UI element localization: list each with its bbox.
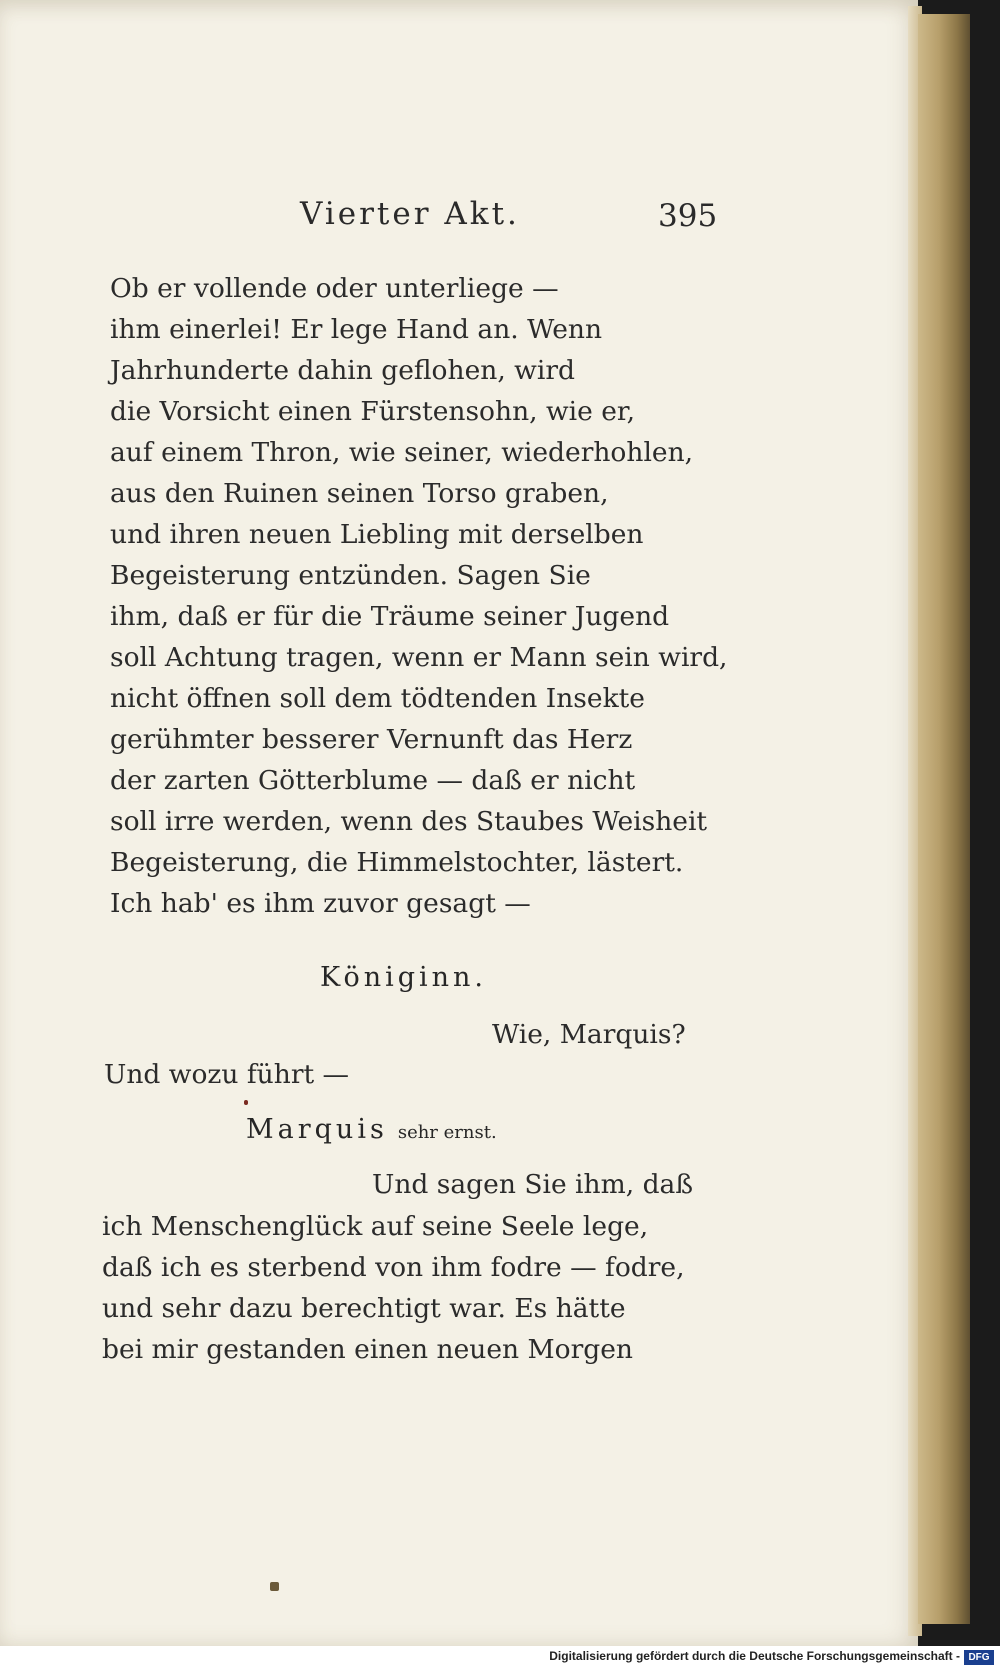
verse-line: und sehr dazu berechtigt war. Es hätte — [102, 1293, 626, 1324]
running-title: Vierter Akt. — [300, 196, 520, 232]
footer-credit: Digitalisierung gefördert durch die Deutsche Forschungsgemeinschaft - — [549, 1649, 960, 1663]
verse-line: und ihren neuen Liebling mit derselben — [110, 519, 644, 550]
verse-passage-2 — [102, 1206, 722, 1370]
verse-line: daß ich es sterbend von ihm fodre — fodre, — [102, 1252, 685, 1283]
verse-line: Ob er vollende oder unterliege — — [110, 273, 559, 304]
verse-line: nicht öffnen soll dem tödtenden Insekte — [110, 683, 645, 714]
verse-line: der zarten Götterblume — daß er nicht — [110, 765, 636, 796]
verse-line-queen-2: Und wozu führt — — [104, 1059, 350, 1090]
stage-direction: sehr ernst. — [397, 1122, 497, 1143]
verse-line: gerühmter besserer Vernunft das Herz — [110, 724, 633, 755]
verse-line: Begeisterung entzünden. Sagen Sie — [110, 560, 591, 591]
page-number: 395 — [658, 198, 718, 234]
verse-line: ihm, daß er für die Träume seiner Jugend — [110, 601, 670, 632]
verse-line: Ich hab' es ihm zuvor gesagt — — [110, 888, 531, 919]
verse-line: ihm einerlei! Er lege Hand an. Wenn — [110, 314, 603, 345]
speaker-name-marquis — [246, 1114, 497, 1145]
dfg-logo: DFG — [964, 1650, 994, 1665]
verse-passage-1 — [110, 268, 728, 924]
book-page-edge — [918, 14, 970, 1624]
verse-line: Jahrhunderte dahin geflohen, wird — [110, 355, 575, 386]
verse-line: die Vorsicht einen Fürstensohn, wie er, — [110, 396, 636, 427]
speaker-name-queen: Königinn. — [320, 962, 488, 993]
ink-speck — [244, 1100, 248, 1105]
verse-line-marquis-1: Und sagen Sie ihm, daß — [372, 1169, 694, 1200]
verse-line: Begeisterung, die Himmelstochter, lästert. — [110, 847, 684, 878]
footer-bar — [0, 1646, 1000, 1670]
running-head — [0, 196, 918, 246]
verse-line: bei mir gestanden einen neuen Morgen — [102, 1334, 633, 1365]
verse-line: soll Achtung tragen, wenn er Mann sein wird, — [110, 642, 728, 673]
verse-line: aus den Ruinen seinen Torso graben, — [110, 478, 609, 509]
verse-line: soll irre werden, wenn des Staubes Weisheit — [110, 806, 708, 837]
verse-line: ich Menschenglück auf seine Seele lege, — [102, 1211, 649, 1242]
verse-line-queen-1: Wie, Marquis? — [492, 1019, 686, 1050]
verse-line: auf einem Thron, wie seiner, wiederhohlen, — [110, 437, 694, 468]
speaker-name-label: Marquis — [246, 1114, 388, 1145]
paper-blemish — [270, 1582, 279, 1591]
